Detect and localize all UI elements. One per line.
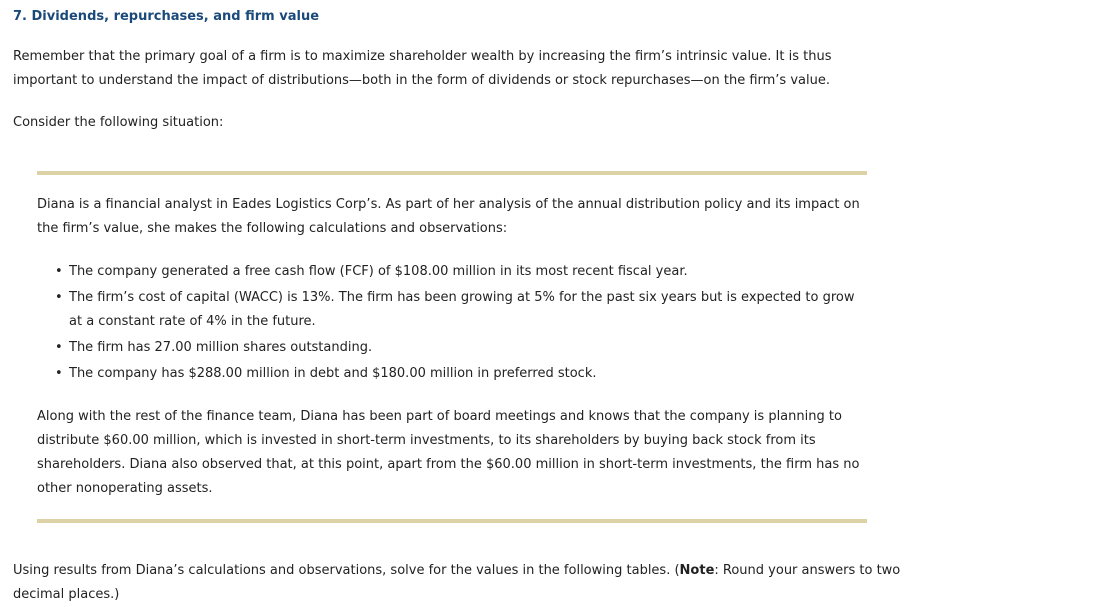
observation-text: The company has $288.00 million in debt and $180.00 million in preferred stock.	[69, 366, 597, 381]
observation-text: The company generated a free cash flow (FCF) of $108.00 million in its most recent fiscal year.	[69, 264, 688, 279]
list-item	[37, 286, 867, 334]
consider-paragraph: Consider the following situation:	[13, 115, 224, 130]
instructions-text-before: Using results from Diana’s calculations and observations, solve for the values in the following tables. (	[13, 563, 680, 578]
observations-list	[37, 260, 867, 388]
list-item	[37, 260, 867, 284]
section-title: 7. Dividends, repurchases, and firm value	[13, 9, 320, 24]
bullet-icon: •	[55, 264, 63, 279]
scenario-intro-paragraph: Diana is a financial analyst in Eades Logistics Corp’s. As part of her analysis of the annual distribution policy and its impact on the firm’s value, she makes the following calculations and observations:	[37, 197, 860, 236]
bullet-icon: •	[55, 340, 63, 355]
intro-paragraph: Remember that the primary goal of a firm is to maximize shareholder wealth by increasing the firm’s intrinsic value. It is thus important to understand the impact of distributions—both in the form of dividends or stock repurchases—on the firm’s value.	[13, 49, 832, 88]
scenario-box-bottom-rule	[37, 519, 867, 523]
list-item	[37, 362, 867, 386]
bullet-icon: •	[55, 290, 63, 305]
instructions-paragraph	[13, 559, 953, 607]
note-label: Note	[679, 563, 715, 578]
scenario-box-top-rule	[37, 171, 867, 175]
bullet-icon: •	[55, 366, 63, 381]
observation-text: The firm’s cost of capital (WACC) is 13%. The firm has been growing at 5% for the past six years but is expected to grow at a constant rate of 4% in the future.	[69, 290, 855, 329]
instructions-text-after: : Round your answers to two decimal places.)	[13, 563, 901, 602]
observation-text: The firm has 27.00 million shares outstanding.	[69, 340, 373, 355]
scenario-outro-paragraph: Along with the rest of the finance team, Diana has been part of board meetings and knows that the company is planning to distribute $60.00 million, which is invested in short-term investments, to its shareholders by buying back stock from its shareholders. Diana also observed that, at this point, apart from the $60.00 million in short-term investments, the firm has no other nonoperating assets.	[37, 409, 860, 496]
list-item	[37, 336, 867, 360]
